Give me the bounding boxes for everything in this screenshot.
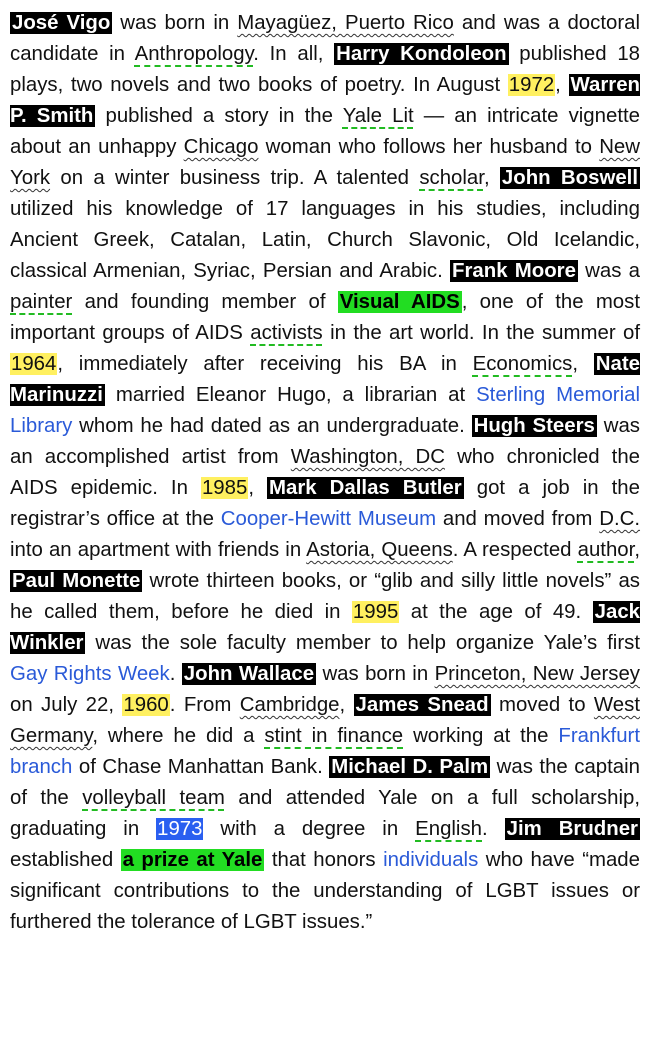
text-run: , [339,694,354,716]
person-entity: Frank Moore [452,260,576,282]
concept-entity: stint in finance [264,725,404,747]
concept-entity: scholar [419,167,484,189]
text-run: moved to [490,694,594,716]
person-entity: Jack Winkler [10,601,641,654]
text-run: , [555,74,569,96]
text-run: and founding member of [72,291,338,313]
concept-entity: Anthropology [134,43,254,65]
text-run: . [169,663,182,685]
text-run: published 18 plays, two novels and two books of poetry. In August [10,43,640,96]
concept-entity: English [415,818,483,840]
text-run: got a job in the registrar’s office at the [10,477,640,530]
concept-entity: volleyball team [82,787,225,809]
person-entity: Michael D. Palm [331,756,489,778]
text-run: , where he did a [92,725,265,747]
location-entity: New York [10,136,640,189]
person-entity: John Boswell [501,167,638,189]
text-run: was born in [112,12,238,34]
date-entity: 1985 [201,477,248,499]
person-entity: James Snead [355,694,489,716]
person-entity: Jim Brudner [506,818,638,840]
location-entity: West Germany [10,694,640,747]
text-run: who chronicled the AIDS epidemic. In [10,446,640,499]
text-run: was born in [316,663,435,685]
organization-entity-highlighted: a prize at Yale [122,849,263,871]
text-run: — an intricate vignette about an unhappy [10,105,640,158]
text-run: at the age of 49. [399,601,593,623]
location-entity: Princeton, New Jersey [434,663,640,685]
text-run: , [634,539,640,561]
person-entity: Harry Kondoleon [336,43,507,65]
text-run: working at the [403,725,559,747]
text-run: , [248,477,268,499]
text-run: , [572,353,594,375]
text-run: woman who follows her husband to [258,136,600,158]
concept-entity: activists [250,322,323,344]
text-run: and moved from [436,508,600,530]
organization-entity: Frankfurt branch [10,725,640,778]
text-run: that honors [264,849,384,871]
person-entity: Nate Marinuzzi [10,353,640,406]
text-run: utilized his knowledge of 17 languages in his studies, including Ancient Greek, Catalan, Latin, Church Slavonic, Old Icelandic, classical Armenian, Syriac, Persian and Arabic. [10,198,640,282]
text-run: in the art world. In the summer of [322,322,640,344]
text-run: . From [169,694,240,716]
organization-entity-highlighted: Visual AIDS [339,291,460,313]
text-run: established [10,849,121,871]
text-run: and was a doctoral candidate in [10,12,640,65]
concept-entity: Economics [472,353,573,375]
location-entity: Mayagüez, Puerto Rico [237,12,454,34]
text-run: was an accomplished artist from [10,415,640,468]
text-run: . In all, [253,43,335,65]
date-entity-selected: 1973 [157,818,203,840]
text-run: was a [577,260,640,282]
text-run: on a winter business trip. A talented [50,167,420,189]
text-run: . [482,818,505,840]
text-run: was the captain of the [10,756,641,809]
text-run: , [483,167,500,189]
location-entity: D.C. [599,508,641,530]
text-run: with a degree in [203,818,416,840]
location-entity: Cambridge [239,694,340,716]
location-entity: Washington, DC [290,446,445,468]
concept-entity: Yale Lit [342,105,414,127]
date-entity: 1972 [508,74,555,96]
text-run: who have “made significant contributions to the understanding of LGBT issues or furthered the tolerance of LGBT issues.” [10,849,640,933]
text-run: published a story in the [95,105,343,127]
date-entity: 1995 [352,601,399,623]
person-entity: Paul Monette [12,570,141,592]
organization-entity: Sterling Memorial Library [10,384,640,437]
concept-entity: author [577,539,635,561]
person-entity: José Vigo [12,12,111,34]
person-entity: Mark Dallas Butler [269,477,462,499]
text-run: wrote thirteen books, or “glib and silly little novels” as he called them, before he died in [10,570,640,623]
person-entity: Hugh Steers [473,415,595,437]
organization-entity: individuals [383,849,479,871]
text-run: , immediately after receiving his BA in [57,353,473,375]
text-run: married Eleanor Hugo, a librarian at [104,384,477,406]
concept-entity: painter [10,291,73,313]
date-entity: 1964 [11,353,57,375]
text-run: and attended Yale on a full scholarship, graduating in [10,787,641,840]
text-run: whom he had dated as an undergraduate. [72,415,472,437]
date-entity: 1960 [123,694,169,716]
location-entity: Chicago [183,136,259,158]
text-run: , one of the most important groups of AIDS [10,291,641,344]
text-run: into an apartment with friends in [10,539,307,561]
text-run: of Chase Manhattan Bank. [72,756,330,778]
person-entity: John Wallace [183,663,315,685]
organization-entity: Cooper-Hewitt Museum [220,508,437,530]
text-run: on July 22, [10,694,123,716]
text-run: was the sole faculty member to help organize Yale’s first [85,632,640,654]
person-entity: Warren P. Smith [10,74,640,127]
organization-entity: Gay Rights Week [10,663,170,685]
text-run: . A respected [452,539,578,561]
location-entity: Astoria, Queens [306,539,453,561]
